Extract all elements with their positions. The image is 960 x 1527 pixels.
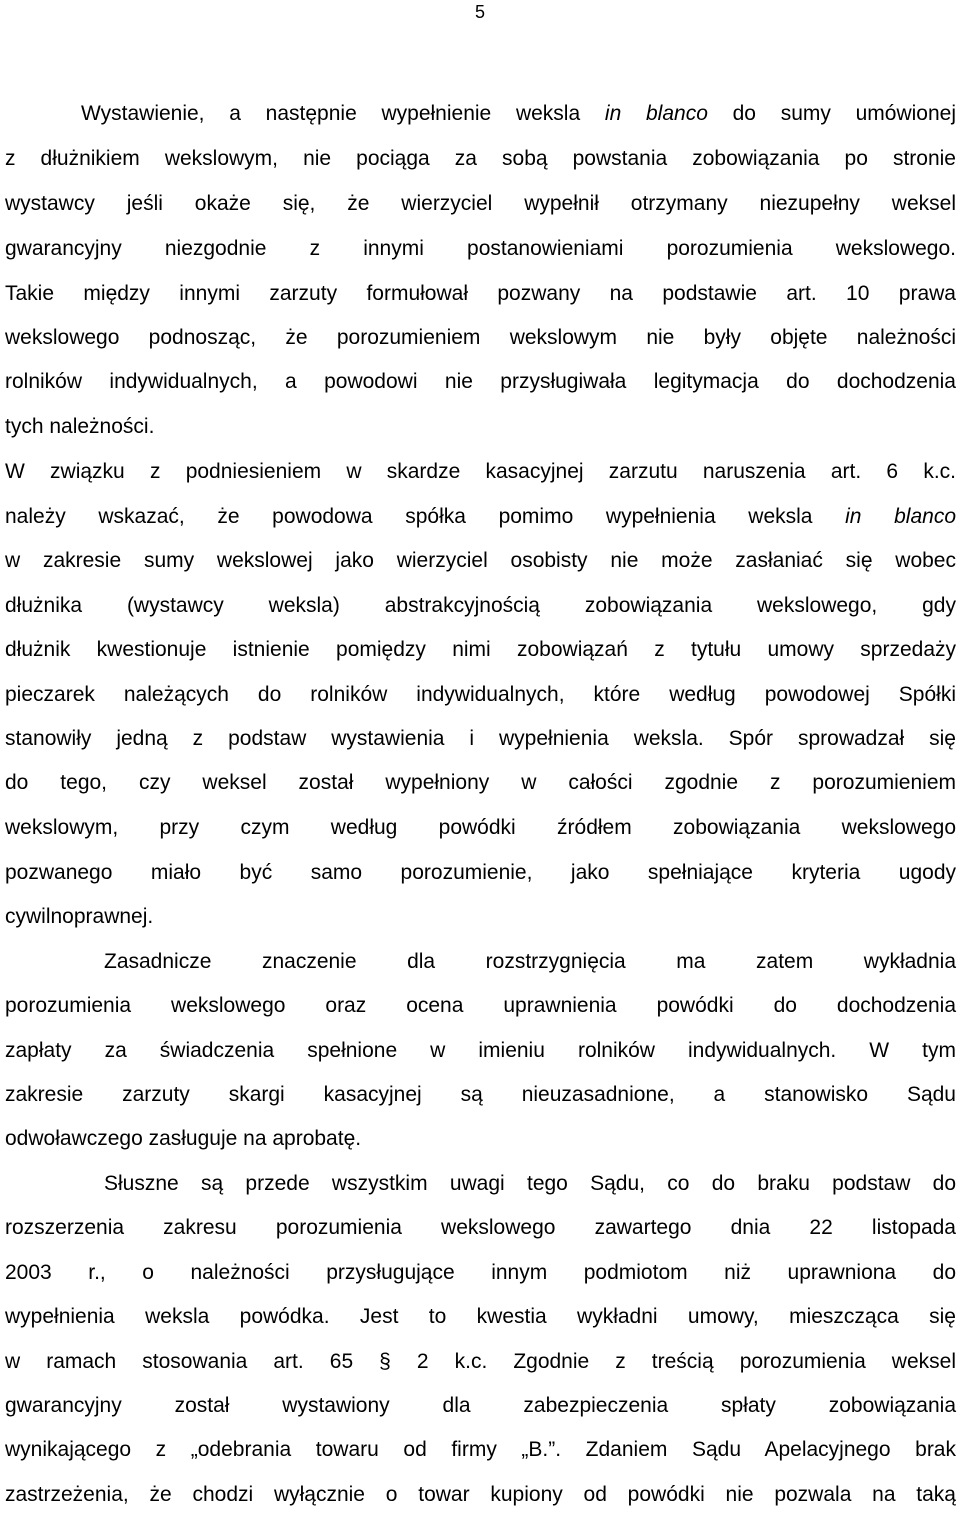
text-line: do tego, czy weksel został wypełniony w całości zgodnie z porozumieniem xyxy=(5,771,956,794)
text-line: w zakresie sumy wekslowej jako wierzyciel osobisty nie może zasłaniać się wobec xyxy=(5,549,956,572)
text-line: wekslowego podnosząc, że porozumieniem wekslowym nie były objęte należności xyxy=(5,326,956,349)
text-line: W związku z podniesieniem w skardze kasacyjnej zarzutu naruszenia art. 6 k.c. xyxy=(5,460,956,483)
text-line: rozszerzenia zakresu porozumienia wekslowego zawartego dnia 22 listopada xyxy=(5,1216,956,1239)
text-segment: należy wskazać, że powodowa spółka pomimo wypełnienia weksla xyxy=(5,505,846,528)
text-line: wystawcy jeśli okaże się, że wierzyciel wypełnił otrzymany niezupełny weksel xyxy=(5,192,956,215)
text-line: dłużnik kwestionuje istnienie pomiędzy nimi zobowiązań z tytułu umowy sprzedaży xyxy=(5,638,956,661)
text-line: pozwanego miało być samo porozumienie, jako spełniające kryteria ugody xyxy=(5,861,956,884)
text-line: Słuszne są przede wszystkim uwagi tego Sądu, co do braku podstaw do xyxy=(104,1172,956,1195)
text-line: zastrzeżenia, że chodzi wyłącznie o towar kupiony od powódki nie pozwala na taką xyxy=(5,1483,956,1506)
text-line: w ramach stosowania art. 65 § 2 k.c. Zgodnie z treścią porozumienia weksel xyxy=(5,1350,956,1373)
text-line: wynikającego z „odebrania towaru od firmy „B.”. Zdaniem Sądu Apelacyjnego brak xyxy=(5,1438,956,1461)
text-line: Zasadnicze znaczenie dla rozstrzygnięcia ma zatem wykładnia xyxy=(104,950,956,973)
text-line: z dłużnikiem wekslowym, nie pociąga za sobą powstania zobowiązania po stronie xyxy=(5,147,956,170)
page-number: 5 xyxy=(474,2,485,22)
text-line: pieczarek należących do rolników indywidualnych, które według powodowej Spółki xyxy=(5,683,956,706)
text-line: stanowiły jedną z podstaw wystawienia i wypełnienia weksla. Spór sprowadzał się xyxy=(5,727,956,750)
text-line: cywilnoprawnej. xyxy=(5,905,154,928)
text-line: porozumienia wekslowego oraz ocena uprawnienia powódki do dochodzenia xyxy=(5,994,956,1017)
text-line: 2003 r., o należności przysługujące innym podmiotom niż uprawniona do xyxy=(5,1261,956,1284)
text-segment: do sumy umówionej xyxy=(707,102,957,125)
text-line: gwarancyjny niezgodnie z innymi postanowieniami porozumienia wekslowego. xyxy=(5,237,956,260)
text-segment: Wystawienie, a następnie wypełnienie weksla xyxy=(81,102,605,125)
text-line: gwarancyjny został wystawiony dla zabezpieczenia spłaty zobowiązania xyxy=(5,1394,956,1417)
text-line: dłużnika (wystawcy weksla) abstrakcyjnością zobowiązania wekslowego, gdy xyxy=(5,594,956,617)
text-line: rolników indywidualnych, a powodowi nie przysługiwała legitymacja do dochodzenia xyxy=(5,370,956,393)
text-line: zapłaty za świadczenia spełnione w imieniu rolników indywidualnych. W tym xyxy=(5,1039,956,1062)
text-line: wypełnienia weksla powódka. Jest to kwestia wykładni umowy, mieszcząca się xyxy=(5,1305,956,1328)
text-line: Takie między innymi zarzuty formułował pozwany na podstawie art. 10 prawa xyxy=(5,282,956,305)
italic-term: in blanco xyxy=(604,102,708,125)
italic-term: in blanco xyxy=(845,505,956,528)
text-line xyxy=(81,102,956,146)
text-line: odwoławczego zasługuje na aprobatę. xyxy=(5,1127,362,1150)
text-line: zakresie zarzuty skargi kasacyjnej są nieuzasadnione, a stanowisko Sądu xyxy=(5,1083,956,1106)
text-line: wekslowym, przy czym według powódki źródłem zobowiązania wekslowego xyxy=(5,816,956,839)
text-line xyxy=(5,505,956,549)
text-line: tych należności. xyxy=(5,415,155,438)
